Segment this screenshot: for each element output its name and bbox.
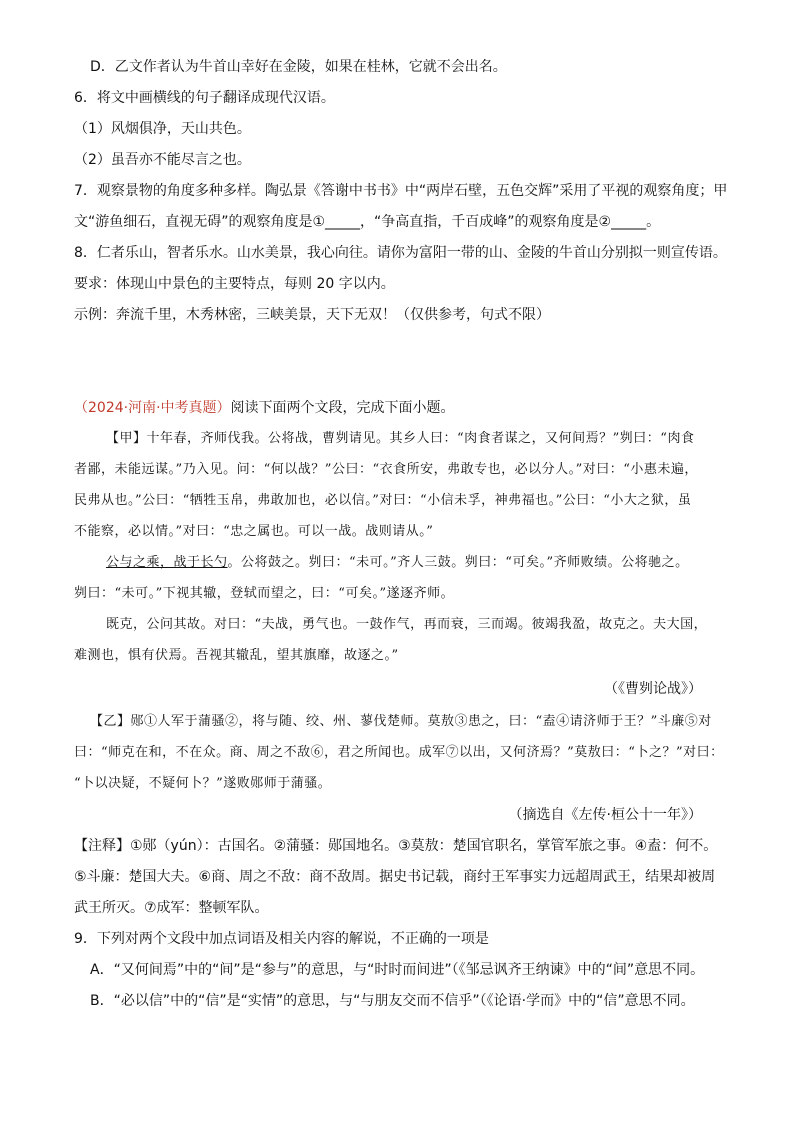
section-heading xyxy=(74,398,455,418)
jia-p2-line-1-rest: 。公将鼓之。刿曰：“未可。”齐人三鼓。刿曰：“可矣。”齐师败绩。公将驰之。 xyxy=(227,555,689,570)
q9-option-a: A．“又何间焉”中的“间”是“参与”的意思，与“时时而间进”（《邹忌讽齐王纳谏》中的“间”意思不同。 xyxy=(90,962,705,978)
q9-option-b: B．“必以信”中的“信”是“实情”的意思，与“与朋友交而不信乎”（《论语·学而》中的“信”意思不同。 xyxy=(90,993,695,1009)
underlined-sentence: 公与之乘，战于长勺 xyxy=(106,555,228,570)
yi-line-2: 曰：“师克在和，不在众。商、周之不敌⑥，君之所闻也。成军⑦以出，又何济焉？”莫敖曰：“卜之？”对曰： xyxy=(74,745,724,760)
q6-sentence-2: （2）虽吾亦不能尽言之也。 xyxy=(74,152,251,168)
yi-citation: （摘选自《左传·桓公十一年》） xyxy=(508,807,702,823)
yi-line-1: 【乙】郧①人军于蒲骚②，将与随、绞、州、蓼伐楚师。莫敖③患之，曰：“盍④请济师于王？”斗廉⑤对 xyxy=(90,714,712,729)
jia-p3-line-1: 既克，公问其故。对曰：“夫战，勇气也。一鼓作气，再而衰，三而竭。彼竭我盈，故克之。夫大国， xyxy=(106,617,708,632)
notes-line-1: 【注释】①郧（yún）：古国名。②蒲骚：郧国地名。③莫敖：楚国官职名，掌管军旅之事。④盍：何不。 xyxy=(74,838,718,854)
q7-line-2: 文“游鱼细石，直视无碍”的观察角度是①_____，“争高直指，千百成峰”的观察角度是②_____。 xyxy=(74,214,661,230)
jia-p1-line-4: 不能察，必以情。”对曰：“忠之属也。可以一战。战则请从。” xyxy=(74,524,434,539)
yi-line-3: “卜以决疑，不疑何卜？”遂败郧师于蒲骚。 xyxy=(74,776,332,791)
jia-p3-line-2: 难测也，惧有伏焉。吾视其辙乱，望其旗靡，故逐之。” xyxy=(74,648,399,663)
q8-line-1: 8．仁者乐山，智者乐水。山水美景，我心向往。请你为富阳一带的山、金陵的牛首山分别拟一则宣传语。 xyxy=(74,245,727,261)
q9-stem: 9．下列对两个文段中加点词语及相关内容的解说，不正确的一项是 xyxy=(74,931,489,947)
jia-citation: （《曹刿论战》） xyxy=(604,681,702,697)
q6-stem: 6．将文中画横线的句子翻译成现代汉语。 xyxy=(74,90,335,106)
q5-option-d: D．乙文作者认为牛首山幸好在金陵，如果在桂林，它就不会出名。 xyxy=(90,59,507,75)
jia-p1-line-1: 【甲】十年春，齐师伐我。公将战，曹刿请见。其乡人曰：“肉食者谋之，又何间焉？”刿曰：“肉食 xyxy=(106,431,695,446)
notes-line-3: 武王所灭。⑦成军：整顿军队。 xyxy=(74,900,269,916)
notes-line-2: ⑤斗廉：楚国大夫。⑥商、周之不敌：商不敌周。据史书记载，商纣王军事实力远超周武王，结果却被周 xyxy=(74,869,716,885)
jia-p2-line-1 xyxy=(106,553,689,573)
exam-source: （2024·河南·中考真题） xyxy=(74,400,231,416)
section-instruction: 阅读下面两个文段，完成下面小题。 xyxy=(230,400,455,416)
q7-line-1: 7．观察景物的角度多种多样。陶弘景《答谢中书书》中“两岸石壁，五色交辉”采用了平视的观察角度；甲 xyxy=(74,183,728,199)
jia-p1-line-3: 民弗从也。”公曰：“牺牲玉帛，弗敢加也，必以信。”对曰：“小信未孚，神弗福也。”公曰：“小大之狱，虽 xyxy=(74,493,692,508)
q8-requirement: 要求：体现山中景色的主要特点，每则 20 字以内。 xyxy=(74,276,395,292)
jia-p2-line-2: 刿曰：“未可。”下视其辙，登轼而望之，曰：“可矣。”遂逐齐师。 xyxy=(74,586,455,601)
jia-p1-line-2: 者鄙，未能远谋。”乃入见。问：“何以战？”公曰：“衣食所安，弗敢专也，必以分人。”对曰：“小惠未遍， xyxy=(74,462,698,477)
q6-sentence-1: （1）风烟俱净，天山共色。 xyxy=(74,121,251,137)
q8-example: 示例：奔流千里，木秀林密，三峡美景，天下无双！（仅供参考，句式不限） xyxy=(74,307,550,323)
